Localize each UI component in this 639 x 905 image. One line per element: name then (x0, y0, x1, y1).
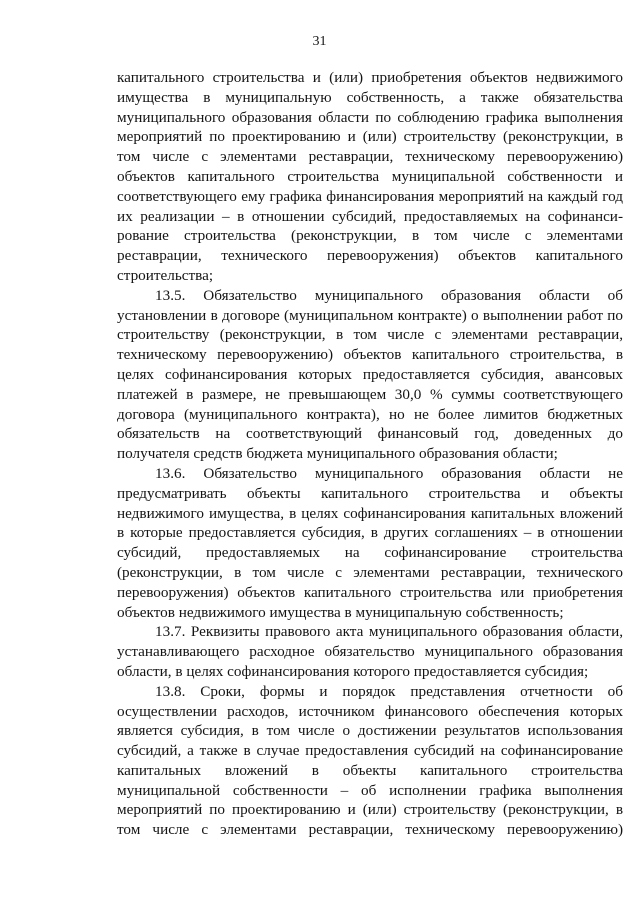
text-line: целях софинансирования которых предоставляется субсидия, авансовых (117, 365, 623, 383)
text-line: строительству (реконструкции, в том числе с элементами реставрации, (117, 326, 623, 344)
text-line: договора (муниципального контракта), но не более лимитов бюджетных (117, 405, 623, 423)
text-line: устанавливающего расходное обязательство муниципального образования (117, 643, 623, 661)
text-line: обязательств на соответствующий финансовый год, доведенных до (117, 425, 623, 443)
text-line: рование строительства (реконструкции, в том числе с элементами (117, 227, 623, 245)
text-line: реставрации, технического перевооружения) объектов капитального (117, 247, 623, 265)
text-line: получателя средств бюджета муниципального образования области; (117, 445, 558, 463)
text-line: платежей в размере, не превышающем 30,0 % суммы соответствующего (117, 385, 623, 403)
text-line: имущества в муниципальную собственность, а также обязательства (117, 88, 623, 106)
text-line: объектов капитального строительства муниципальной собственности и (117, 167, 623, 185)
text-line: 13.5. Обязательство муниципального образования области об (155, 286, 623, 304)
text-line: техническому перевооружению) объектов капитального строительства, в (117, 346, 623, 364)
text-line: соответствующего ему графика финансирования мероприятий на каждый год (117, 187, 623, 205)
text-line: 13.7. Реквизиты правового акта муниципального образования области, (155, 623, 623, 641)
text-line: предусматривать объекты капитального строительства и объекты (117, 484, 623, 502)
text-line: том числе с элементами реставрации, техническому перевооружению) (117, 148, 623, 166)
text-line: мероприятий по проектированию и (или) строительству (реконструкции, в (117, 801, 623, 819)
text-line: установлении в договоре (муниципальном контракте) о выполнении работ по (117, 306, 623, 324)
text-line: капитального строительства и (или) приобретения объектов недвижимого (117, 69, 623, 86)
text-line: 13.8. Сроки, формы и порядок представления отчетности об (155, 682, 623, 700)
text-line: перевооружения) объектов капитального строительства или приобретения (117, 583, 623, 601)
text-line: области, в целях софинансирования которого предоставляется субсидия; (117, 662, 589, 680)
text-line: том числе с элементами реставрации, техническому перевооружению) (117, 821, 623, 839)
text-line: муниципального образования области по соблюдению графика выполнения (117, 108, 623, 126)
text-line: объектов недвижимого имущества в муниципальную собственность; (117, 603, 564, 621)
text-line: субсидий, предоставляемых на софинансирование строительства (117, 544, 623, 562)
text-line: муниципальной собственности – об исполнении графика выполнения (117, 781, 623, 799)
text-line: субсидий, а также в случае предоставления субсидий на софинансирование (117, 742, 623, 760)
page-number: 31 (312, 34, 327, 49)
text-line: их реализации – в отношении субсидий, предоставляемых на софинанси- (117, 207, 623, 225)
text-line: строительства; (117, 266, 214, 284)
text-line: в которые предоставляется субсидия, в других соглашениях – в отношении (117, 524, 623, 542)
text-line: мероприятий по проектированию и (или) строительству (реконструкции, в (117, 128, 623, 146)
text-line: недвижимого имущества, в целях софинансирования капитальных вложений (117, 504, 623, 522)
text-line: является субсидия, в том числе о достижении результатов использования (117, 722, 623, 740)
text-line: (реконструкции, в том числе с элементами реставрации, технического (117, 563, 623, 581)
text-line: капитальных вложений в объекты капитального строительства (117, 761, 623, 779)
text-line: 13.6. Обязательство муниципального образования области не (155, 464, 623, 482)
text-line: осуществлении расходов, источником финансового обеспечения которых (117, 702, 623, 720)
body-text (117, 68, 623, 840)
